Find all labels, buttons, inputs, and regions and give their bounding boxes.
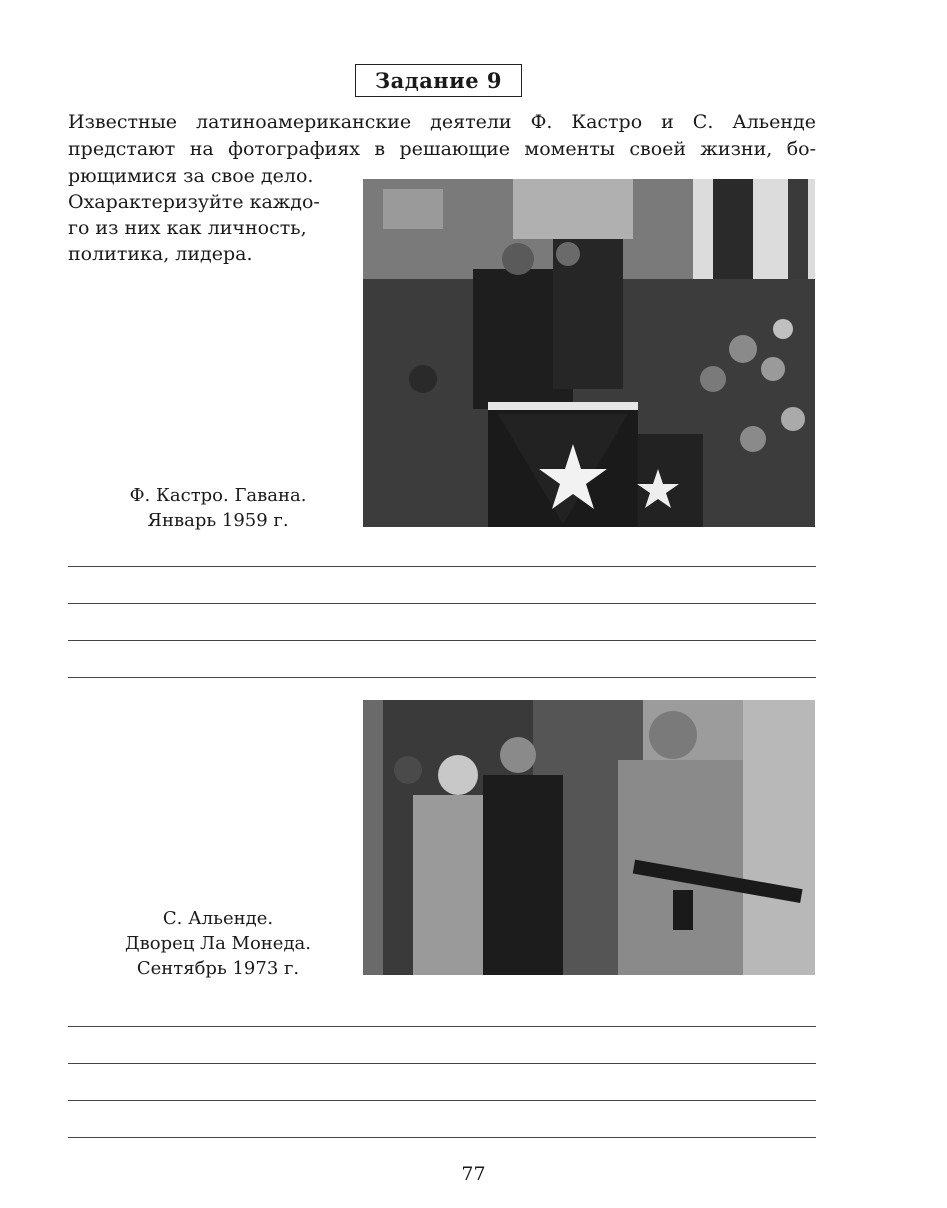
answer-line[interactable] xyxy=(68,640,816,641)
castro-caption-line-2: Январь 1959 г. xyxy=(147,510,289,531)
answer-line[interactable] xyxy=(68,677,816,678)
answer-line[interactable] xyxy=(68,1100,816,1101)
answer-line[interactable] xyxy=(68,1063,816,1064)
task-title: Задание 9 xyxy=(355,64,522,97)
allende-caption-line-3: Сентябрь 1973 г. xyxy=(136,958,300,979)
answer-line[interactable] xyxy=(68,603,816,604)
intro-line-1: Известные латиноамериканские деятели Ф. Кастро и С. Альенде xyxy=(68,111,816,133)
intro-line-2: предстают на фотографиях в решающие моменты своей жизни, бо- xyxy=(68,138,816,160)
answer-line[interactable] xyxy=(68,1026,816,1027)
intro-side-line-4: политика, лидера. xyxy=(68,243,253,265)
castro-caption-line-1: Ф. Кастро. Гавана. xyxy=(129,485,307,506)
intro-side-line-2: Охарактеризуйте каждо- xyxy=(68,191,320,213)
answer-line[interactable] xyxy=(68,1137,816,1138)
page-number: 77 xyxy=(461,1163,486,1185)
allende-photo-image xyxy=(363,700,815,975)
allende-photo xyxy=(363,700,815,975)
intro-side-line-3: го из них как личность, xyxy=(68,217,307,239)
intro-side-line-1: рющимися за свое дело. xyxy=(68,165,314,187)
allende-caption-line-1: С. Альенде. xyxy=(162,908,274,929)
castro-photo-image xyxy=(363,179,815,527)
castro-photo xyxy=(363,179,815,527)
answer-line[interactable] xyxy=(68,566,816,567)
allende-caption-line-2: Дворец Ла Монеда. xyxy=(124,933,311,954)
